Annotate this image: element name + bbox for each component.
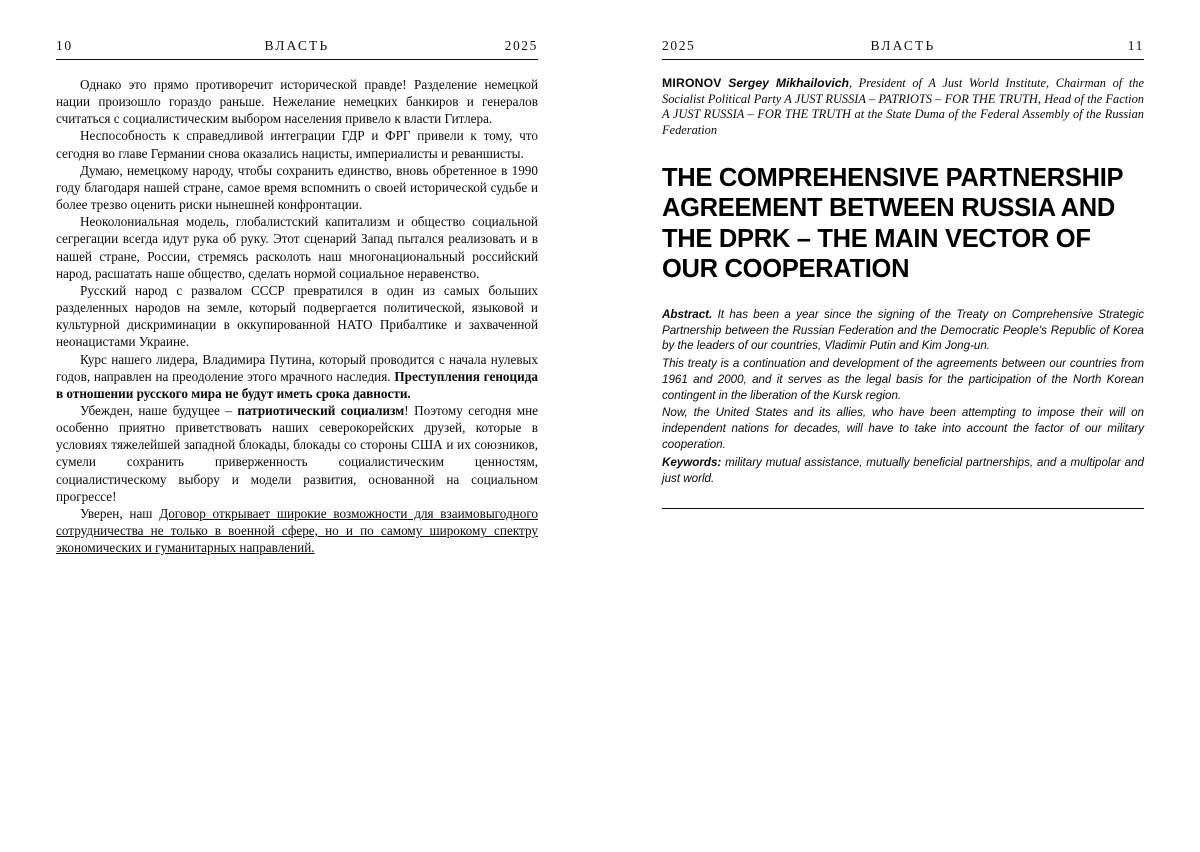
paragraph-treaty-before: Уверен, наш	[80, 505, 160, 521]
left-journal-name: ВЛАСТЬ	[264, 38, 330, 53]
paragraph-socialism	[56, 402, 538, 505]
paragraph: Думаю, немецкому народу, чтобы сохранить единство, вновь обретенное в 1990 году благодаря нашей стране, самое время вспомнить о своей исторической судьбе и более трезво оценить риски нынешней конфронтации.	[56, 162, 538, 213]
right-running-head	[662, 38, 1144, 60]
right-page	[600, 0, 1200, 852]
keywords-text: military mutual assistance, mutually beneficial partnerships, and a multipolar and just world.	[662, 455, 1144, 485]
abstract-paragraph-1	[662, 307, 1144, 354]
author-affiliation-block	[662, 76, 1144, 139]
right-page-number: 11	[1127, 38, 1144, 53]
abstract-block	[662, 307, 1144, 486]
abstract-label: Abstract.	[662, 307, 713, 321]
author-affiliation: , President of A Just World Institute, Chairman of the Socialist Political Party A JUST RUSSIA – PATRIOTS – FOR THE TRUTH, Head of the Faction A JUST RUSSIA – FOR THE TRUTH at the State Duma of the Federal Assembly of the Russian Federation	[662, 76, 1144, 137]
abstract-paragraph-2: This treaty is a continuation and development of the agreements between our countries from 1961 and 2000, and it serves as the legal basis for the participation of the North Korean contingent in the liberation of the Kursk region.	[662, 357, 1144, 402]
article-title: THE COMPREHENSIVE PARTNERSHIP AGREEMENT BETWEEN RUSSIA AND THE DPRK – THE MAIN VECTOR OF OUR COOPERATION	[662, 163, 1123, 284]
left-body-text	[56, 76, 538, 556]
right-year: 2025	[662, 38, 696, 53]
paragraph: Однако это прямо противоречит исторической правде! Разделение немецкой нации произошло гораздо раньше. Нежелание немецких банкиров и генералов считаться с социалистическим выбором населения привело к власти Гитлера.	[56, 77, 538, 127]
paragraph-socialism-after: ! Поэтому сегодня мне особенно приятно приветствовать наших северокорейских друзей, которые в условиях тяжелейшей западной блокады, блокады со стороны США и их союзников, сумели сохранить приверженность социалистическим ценностям, социалистическому выбору и модели развития, основанной на социальном прогрессе!	[56, 402, 538, 504]
paragraph-leader-text: Курс нашего лидера, Владимира Путина, который проводится с начала нулевых годов, направлен на преодоление этого мрачного наследия.	[56, 351, 538, 384]
paragraph: Неоколониальная модель, глобалистский капитализм и общество социальной сегрегации всегда идут рука об руку. Этот сценарий Запад пытался реализовать и в нашей стране, России, стремясь расколоть наш многонациональный российский народ, расшатать наше общество, сделать нормой социальное неравенство.	[56, 214, 538, 281]
right-journal-name: ВЛАСТЬ	[870, 38, 936, 53]
keywords-paragraph	[662, 455, 1144, 487]
keywords-label: Keywords:	[662, 455, 722, 469]
paragraph-socialism-before: Убежден, наше будущее –	[80, 402, 238, 418]
abstract-divider	[662, 508, 1144, 509]
left-year: 2025	[504, 38, 538, 53]
left-running-head	[56, 38, 538, 60]
paragraph: Русский народ с развалом СССР превратился в один из самых больших разделенных народов на земле, который подвергается политической, языковой и культурной дискриминации в оккупированной НАТО Прибалтике и захваченной неонацистами Украине.	[56, 282, 538, 350]
left-page-number: 10	[56, 38, 73, 53]
author-surname: MIRONOV	[662, 76, 722, 90]
paragraph-leader-bold: Преступления геноцида в отношении русского мира не будут иметь срока давности.	[56, 368, 538, 401]
abstract-paragraph-3: Now, the United States and its allies, who have been attempting to impose their will on independent nations for decades, will have to take into account the factor of our military cooperation.	[662, 406, 1144, 451]
paragraph: Неспособность к справедливой интеграции ГДР и ФРГ привели к тому, что сегодня во главе Германии снова оказались нацисты, империалисты и реваншисты.	[56, 128, 538, 161]
author-given-names: Sergey Mikhailovich	[728, 76, 849, 90]
paragraph-socialism-bold: патриотический социализм	[237, 402, 405, 418]
paragraph-treaty	[56, 505, 538, 556]
abstract-text-1: It has been a year since the signing of the Treaty on Comprehensive Strategic Partnership between the Russian Federation and the Democratic People's Republic of Korea by the leaders of our countries, Vladimir Putin and Kim Jong-un.	[662, 307, 1144, 353]
paragraph-leader	[56, 351, 538, 402]
paragraph-treaty-underlined: Договор открывает широкие возможности для взаимовыгодного сотрудничества не только в военной сфере, но и по самому широкому спектру экономических и гуманитарных направлений.	[56, 505, 539, 556]
